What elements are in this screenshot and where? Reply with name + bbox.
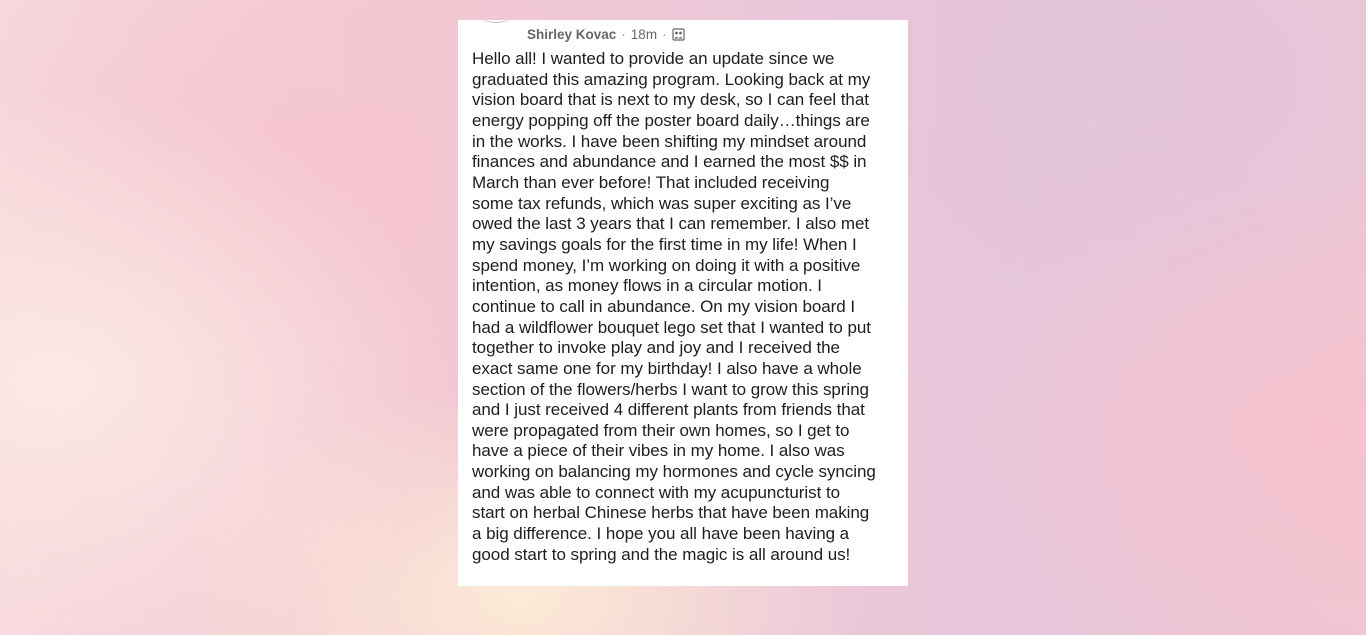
author-name[interactable]: Shirley Kovac [527, 26, 617, 42]
avatar[interactable] [478, 20, 514, 23]
post-header [527, 25, 686, 43]
meta-separator: · [662, 26, 667, 42]
post-card [458, 20, 908, 586]
group-icon [672, 27, 686, 41]
meta-separator: · [621, 26, 626, 42]
post-body-text: Hello all! I wanted to provide an update since we graduated this amazing program. Looking back at my vision board that is next to my desk, so I can feel that energy popping off the poster board daily…things are in the works. I have been shifting my mindset around finances and abundance and I earned the most $$ in March than ever before! That included receiving some tax refunds, which was super exciting as I’ve owed the last 3 years that I can remember. I also met my savings goals for the first time in my life! When I spend money, I’m working on doing it with a positive intention, as money flows in a circular motion. I continue to call in abundance. On my vision board I had a wildflower bouquet lego set that I wanted to put together to invoke play and joy and I received the exact same one for my birthday! I also have a whole section of the flowers/herbs I want to grow this spring and I just received 4 different plants from friends that were propagated from their own homes, so I get to have a piece of their vibes in my home. I also was working on balancing my hormones and cycle syncing and was able to connect with my acupuncturist to start on herbal Chinese herbs that have been making a big difference. I hope you all have been having a good start to spring and the magic is all around us! [472, 49, 876, 564]
post-timestamp[interactable]: 18m [630, 26, 658, 42]
